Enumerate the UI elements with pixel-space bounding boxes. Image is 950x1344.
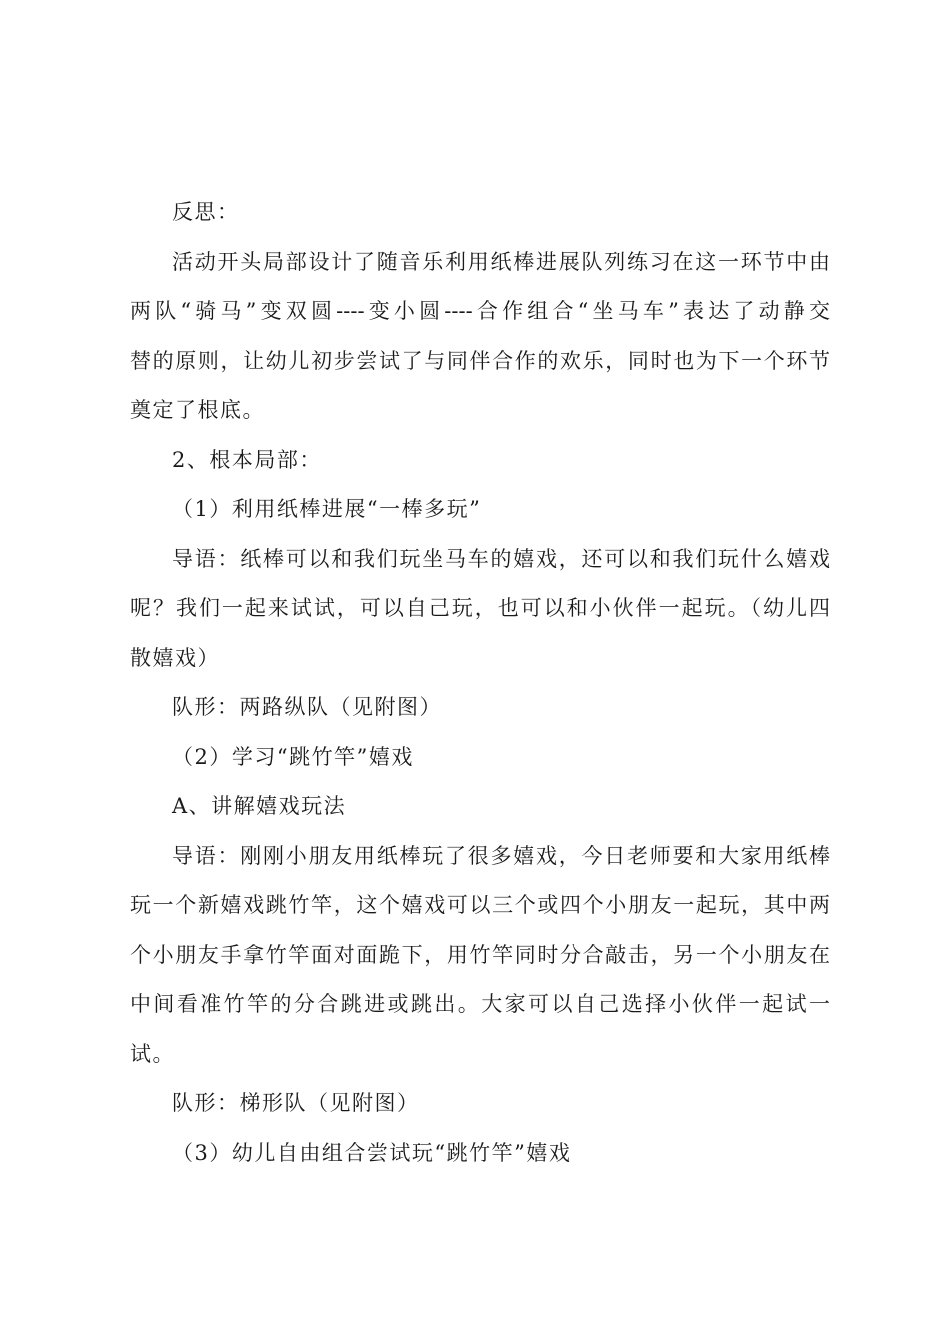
subsection-heading: （2）学习“跳竹竿”嬉戏	[172, 744, 414, 769]
heading-reflection: 反思：	[172, 200, 240, 224]
paragraph-line: 奠定了根底。	[130, 398, 265, 422]
paragraph-line: 散嬉戏）	[130, 645, 220, 670]
paragraph-line: 两队“骑马”变双圆----变小圆----合作组合“坐马车”表达了动静交	[130, 299, 830, 323]
subsection-heading: （3）幼儿自由组合尝试玩“跳竹竿”嬉戏	[172, 1140, 572, 1165]
paragraph-line: 呢？我们一起来试试，可以自己玩，也可以和小伙伴一起玩。（幼儿四	[130, 596, 830, 620]
paragraph-line: 试。	[130, 1041, 175, 1066]
formation-note: 队形：梯形队（见附图）	[172, 1091, 420, 1115]
paragraph-line: 导语：纸棒可以和我们玩坐马车的嬉戏，还可以和我们玩什么嬉戏	[172, 546, 830, 571]
paragraph-line: 替的原则，让幼儿初步尝试了与同伴合作的欢乐，同时也为下一个环节	[130, 348, 830, 373]
paragraph-line: 玩一个新嬉戏跳竹竿，这个嬉戏可以三个或四个小朋友一起玩，其中两	[130, 893, 830, 917]
paragraph-line: 中间看准竹竿的分合跳进或跳出。大家可以自己选择小伙伴一起试一	[130, 992, 830, 1016]
paragraph-line: 个小朋友手拿竹竿面对面跪下，用竹竿同时分合敲击，另一个小朋友在	[130, 942, 830, 967]
section-heading-basic: 2、根本局部：	[172, 447, 322, 472]
formation-note: 队形：两路纵队（见附图）	[172, 695, 442, 719]
subsection-item: A、讲解嬉戏玩法	[172, 794, 347, 818]
subsection-heading: （1）利用纸棒进展“一棒多玩”	[172, 497, 482, 521]
paragraph-line: 活动开头局部设计了随音乐利用纸棒进展队列练习在这一环节中由	[172, 249, 830, 274]
paragraph-line: 导语：刚刚小朋友用纸棒玩了很多嬉戏，今日老师要和大家用纸棒	[172, 843, 830, 868]
document-body	[130, 188, 830, 1178]
